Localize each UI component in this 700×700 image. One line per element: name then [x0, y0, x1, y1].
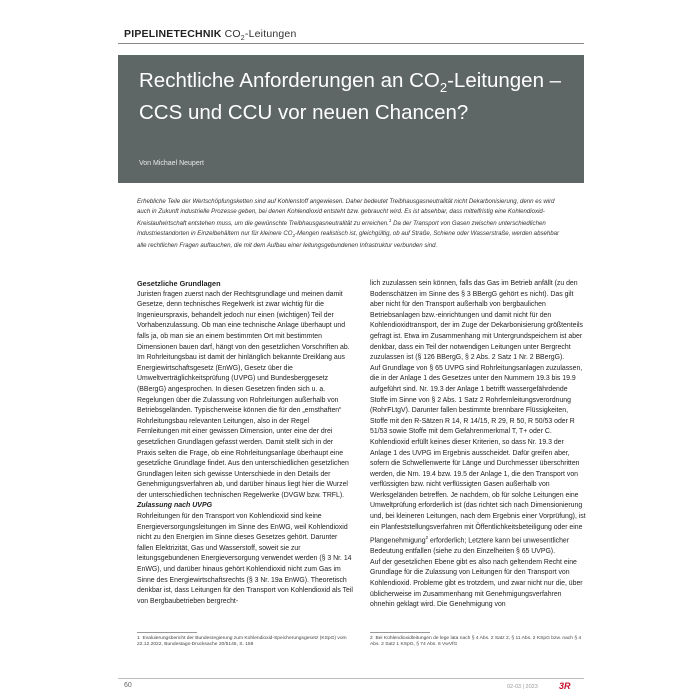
article-lead: Erhebliche Teile der Wertschöpfungsketten sind auf Kohlenstoff angewiesen. Daher bedeutet Treibhausgasneutralität nicht Dekarbonisierung, denn es wird auch in Zukunft industrielle Prozesse geben, bei denen Kohlendioxid entsteht bzw. gebraucht wird. Es ist absehbar, dass mittelfristig eine Kohlendioxid-Kreislaufwirtschaft entstehen muss, um die gewünschte Treibhausgasneutralität zu erreichen.$^1$ Da der Transport von Gasen zwischen unterschiedlichen Industriestandorten in Einzelbehältern nur für kleinere $CO_2$-Mengen realistisch ist, gleichgültig, ob auf Straße, Schiene oder Wasserstraße, werden absehbar alle rechtlichen Fragen auftauchen, die mit dem Aufbau einer leitungsgebundenen Infrastruktur verbunden sind. [137, 198, 560, 249]
header-divider [118, 43, 584, 44]
footnote: 1 Evaluierungsbericht der Bundesregierung zum Kohlendioxid-Speicherungsgesetz (KSpG) vom 22.12.2022, Bundestags-Drucksache 20/5145, S. 158 [137, 636, 347, 648]
text-column-left [137, 279, 353, 607]
subsection-heading: Zulassung nach UVPG [137, 502, 213, 510]
paragraph: lich zuzulassen sein können, falls das Gas im Betrieb anfällt (zu den Bodenschätzen im Sinne des § 3 BBergG gehört es nicht). Das gilt aber nicht für den Transport außerhalb von bergbaulichen Betriebsanlagen bzw.-einrichtungen und damit nicht für den Kohlendioxidtransport, der im Zuge der Dekarbonisierung größtenteils gefragt ist. Etwa im Zusammenhang mit Untergrundspeichern ist aber denkbar, dass ein Teil der notwendigen Leitungen unter Bergrecht zuzulassen ist (§ 126 BBergG, § 2 Abs. 2 Satz 1 Nr. 2 BBergG). [370, 280, 583, 362]
title-banner [118, 55, 584, 183]
paragraph: Im Rohrleitungsbau ist damit der hinlänglich bekannte Dreiklang aus Energiewirtschaftsgesetz (EnWG), Gesetz über die Umweltverträglichkeitsprüfung (UVPG) und Bundesberggesetz (BBergG) angesprochen. In diesen Gesetzen finden sich u. a. Regelungen über die Zulassung von Rohrleitungen außerhalb von Betriebsgeländen. Typischerweise können die für den „ernsthaften“ Rohrleitungsbau relevanten Leitungen, also in der Regel Fernleitungen mit einer gewissen Dimension, unter eine der drei gesetzlichen Grundlagen gefasst werden. Damit stellt sich in der Praxis selten die Frage, ob eine Rohrleitungsanlage überhaupt eine gesetzliche Grundlage findet. Aus den unterschiedlichen gesetzlichen Grundlagen leiten sich gewisse Unterschiede in den Details der Genehmigungsverfahren ab, und darüber hinaus liegt hier die Wurzel der unterschiedlichen technischen Regelwerke (DVGW bzw. TRFL). [137, 354, 349, 499]
magazine-logo [559, 681, 573, 690]
author-line: Von Michael Neupert [139, 160, 204, 167]
paragraph: Auf der gesetzlichen Ebene gibt es also nach geltendem Recht eine Grundlage für die Zulassung von Leitungen für den Transport von Kohlendioxid. Probleme gibt es trotzdem, und zwar nicht nur die, über üblicherweise im Zusammenhang mit Genehmigungsverfahren ohnehin geklagt wird. Die Genehmigung von [370, 558, 583, 609]
section-rubric [124, 28, 297, 42]
page-number: 60 [124, 682, 132, 689]
issue-label: 02-03 | 2023 [507, 684, 538, 690]
paragraph: Juristen fragen zuerst nach der Rechtsgrundlage und meinen damit Gesetze, denn technisches Regelwerk ist zwar wichtig für die Ingenieurspraxis, behandelt jedoch nur einen (wichtigen) Teil der Vorhabenzulassung. Ob man eine technische Anlage überhaupt und falls ja, ob man sie an einem bestimmten Ort mit bestimmten Dimensionen bauen darf, hängt von den gesetzlichen Vorschriften ab. [137, 290, 350, 351]
paragraph: Auf Grundlage von § 65 UVPG sind Rohrleitungsanlagen zuzulassen, die in der Anlage 1 des Gesetzes unter den Nummern 19.3 bis 19.9 aufgeführt sind. Nr. 19.3 der Anlage 1 betrifft wassergefährdende Stoffe im Sinne von § 2 Abs. 1 Satz 2 Rohrfernleitungsverordnung (RohrFLtgV). Darunter fallen bestimmte brennbare Flüssigkeiten, Stoffe mit den R-Sätzen R 14, R 14/15, R 29, R 50, R 50/53 oder R 51/53 sowie Stoffe mit dem Gefahrenmerkmal T, T+ oder C. Kohlendioxid erfüllt keines dieser Kriterien, so dass Nr. 19.3 der Anlage 1 des UVPG im Ergebnis ausscheidet. Dafür greifen aber, sofern die Schwellenwerte für Länge und Durchmesser überschritten werden, die Nrn. 19.4 bzw. 19.5 der Anlage 1, die den Transport von verflüssigten bzw. nicht verflüssigten Gasen außerhalb von Werksgeländen betreffen. Je nachdem, ob für solche Leitungen eine Umweltprüfung erforderlich ist (das richtet sich nach Dimensionierung und, bei kleineren Leitungen, nach dem Ergebnis einer Vorprüfung), ist ein Planfeststellungsverfahren mit Öffentlichkeitsbeteiligung oder eine Plangenehmigung$^2$ erforderlich; Letztere kann bei unwesentlicher Bedeutung entfallen (siehe zu den Einzelheiten § 65 UVPG). [370, 364, 586, 556]
footnote-ref[interactable]: 1 [388, 218, 392, 224]
svg-text:3R: 3R [559, 681, 571, 690]
footer-divider [118, 678, 584, 679]
section-heading: Gesetzliche Grundlagen [137, 279, 221, 288]
rubric-topic: $CO_2$-Leitungen [224, 28, 297, 43]
footnote: 2 Bei Kohlendioxidleitungen de lege lata nach § 4 Abs. 2 Satz 2, § 11 Abs. 2 KSpG bzw. nach § 4 Abs. 2 Satz 1 KSpG, § 74 Abs. 6 VwVfG [370, 636, 582, 648]
paragraph: Rohrleitungen für den Transport von Kohlendioxid sind keine Energieversorgungsleitungen im Sinne des EnWG, weil Kohlendioxid nicht zu den Energien im Sinne dieses Gesetzes gehört. Darunter fallen Elektrizität, Gas und Wasserstoff, soweit sie zur leitungsgebundenen Energieversorgung verwendet werden (§ 3 Nr. 14 EnWG), und darüber hinaus gehört Kohlendioxid nicht zum Gas im Sinne des Energiewirtschaftsrechts (§ 3 Nr. 19a EnWG). Theoretisch denkbar ist, dass Leitungen für den Transport von Kohlendioxid als Teil von Bergbaubetrieben bergrecht- [137, 513, 353, 605]
footnote-divider [137, 632, 197, 633]
text-column-right [370, 279, 586, 611]
article-title: Rechtliche Anforderungen an $CO_2$-Leitungen – CCS und CCU vor neuen Chancen? [139, 69, 562, 125]
footnote-ref[interactable]: 2 [425, 535, 429, 541]
rubric-category: PIPELINETECHNIK [124, 28, 222, 40]
footnote-divider [370, 632, 430, 633]
